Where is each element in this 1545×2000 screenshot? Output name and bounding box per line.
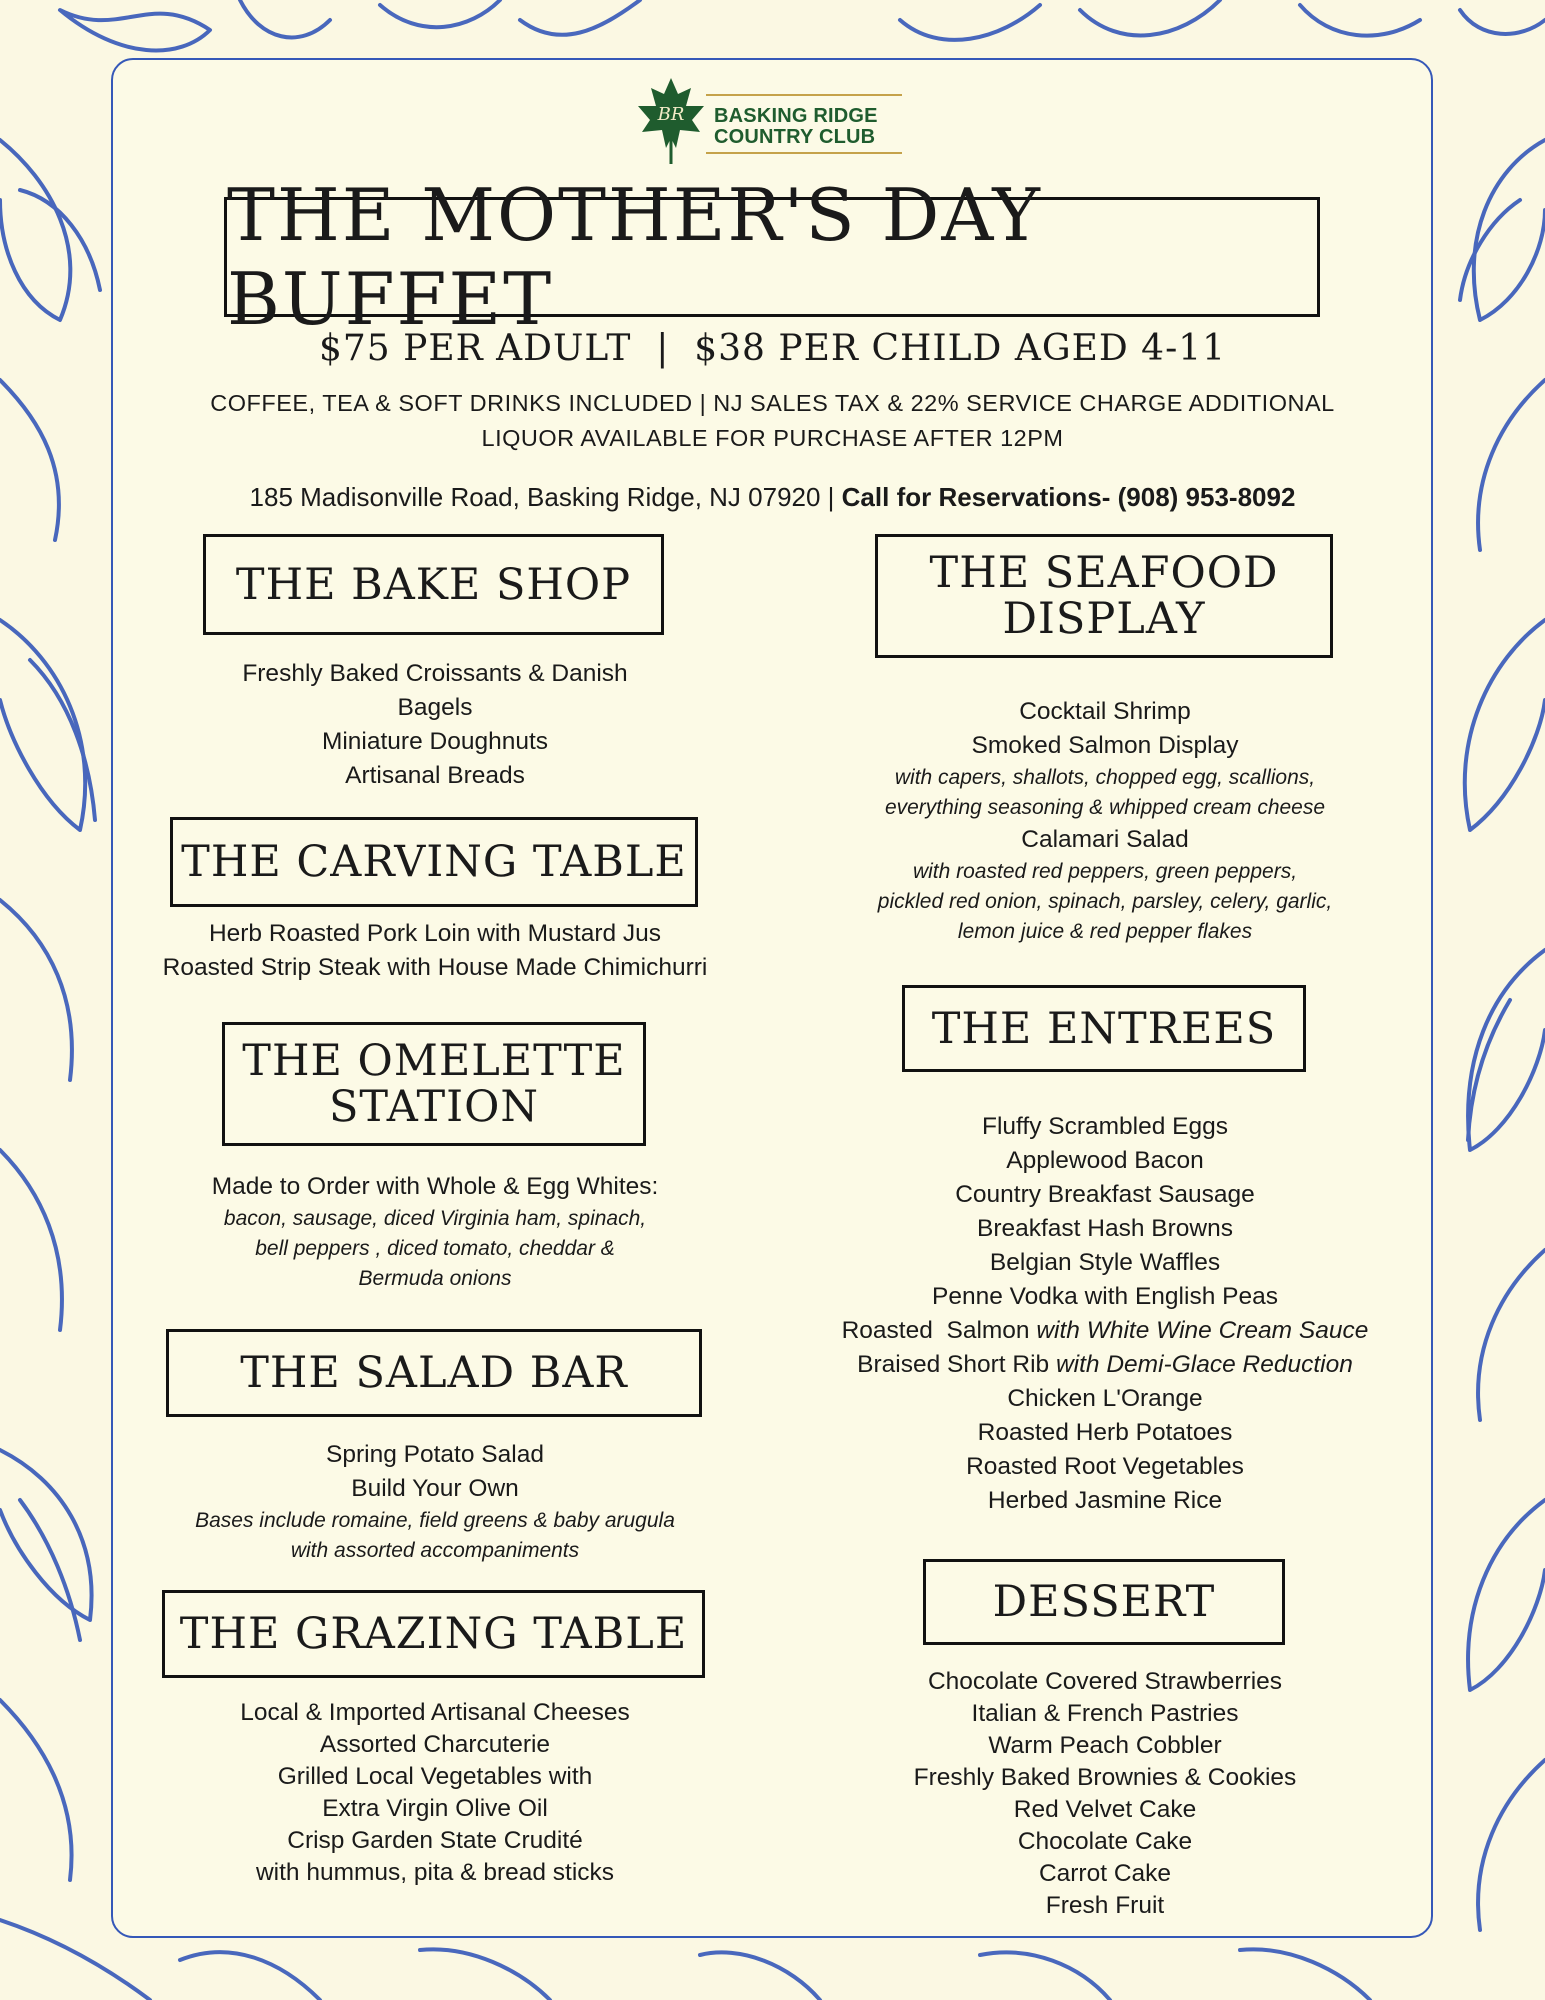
detail-line: bacon, sausage, diced Virginia ham, spinach, — [223, 1207, 647, 1230]
list-item: Cocktail Shrimp — [1019, 698, 1191, 725]
list-item: Fluffy Scrambled Eggs — [981, 1113, 1229, 1140]
page-title: THE MOTHER'S DAY BUFFET — [227, 173, 1042, 341]
list-item: Spring Potato Salad — [326, 1441, 544, 1468]
list-item: Grilled Local Vegetables with — [277, 1763, 593, 1790]
omelette-station-list — [110, 1170, 760, 1294]
list-item: Smoked Salmon Display — [971, 732, 1239, 759]
list-item: Chicken L'Orange — [1007, 1385, 1203, 1412]
detail-line: with assorted accompaniments — [290, 1539, 580, 1562]
section-heading-dessert: DESSERT — [923, 1559, 1285, 1645]
logo-rule-bottom — [706, 152, 902, 154]
list-item — [790, 1314, 1420, 1348]
list-item: Warm Peach Cobbler — [988, 1732, 1222, 1759]
section-heading-bake-shop: THE BAKE SHOP — [203, 534, 664, 635]
notes-line1: COFFEE, TEA & SOFT DRINKS INCLUDED | NJ SALES TAX & 22% SERVICE CHARGE ADDITIONAL — [210, 390, 1335, 416]
list-item: Calamari Salad — [1021, 826, 1189, 853]
page-title-box — [224, 173, 1320, 341]
heading-line: DISPLAY — [1002, 594, 1206, 644]
list-item: Penne Vodka with English Peas — [932, 1283, 1278, 1310]
section-heading-seafood-display — [875, 534, 1333, 658]
detail-line: Bermuda onions — [358, 1267, 512, 1290]
seafood-display-list — [790, 695, 1420, 947]
reservations-phone[interactable]: Call for Reservations- (908) 953-8092 — [841, 482, 1296, 512]
list-item: Freshly Baked Brownies & Cookies — [913, 1764, 1297, 1791]
section-heading-omelette-station — [222, 1022, 646, 1146]
list-item: with hummus, pita & bread sticks — [255, 1859, 615, 1886]
grazing-table-list — [110, 1697, 760, 1889]
entrees-list — [790, 1110, 1420, 1518]
dessert-list — [790, 1666, 1420, 1922]
heading-line: STATION — [328, 1082, 540, 1132]
list-item: Freshly Baked Croissants & Danish — [242, 660, 628, 687]
list-item: Made to Order with Whole & Egg Whites: — [211, 1173, 659, 1200]
section-heading-carving-table: THE CARVING TABLE — [170, 817, 698, 907]
list-item: Extra Virgin Olive Oil — [322, 1795, 548, 1822]
address: 185 Madisonville Road, Basking Ridge, NJ 07920 | — [249, 482, 842, 512]
list-item: Fresh Fruit — [1045, 1892, 1165, 1919]
address-line — [150, 482, 1395, 513]
item-name: Braised Short Rib — [857, 1351, 1056, 1378]
list-item: Chocolate Cake — [1017, 1828, 1193, 1855]
section-heading-salad-bar: THE SALAD BAR — [166, 1329, 702, 1417]
detail-line: everything seasoning & whipped cream cheese — [884, 796, 1326, 819]
club-logo — [636, 80, 908, 158]
salad-bar-list — [110, 1438, 760, 1566]
logo-line1: BASKING RIDGE — [714, 105, 878, 127]
item-detail: with Demi-Glace Reduction — [1055, 1351, 1353, 1378]
section-heading-entrees: THE ENTREES — [902, 985, 1306, 1072]
heading-line: THE SEAFOOD — [929, 548, 1279, 598]
list-item: Bagels — [397, 694, 473, 721]
logo-rule-top — [706, 94, 902, 96]
heading-line: THE OMELETTE — [242, 1036, 626, 1086]
item-name: Roasted Salmon — [841, 1317, 1037, 1344]
bake-shop-list — [110, 657, 760, 793]
section-heading-grazing-table: THE GRAZING TABLE — [162, 1590, 705, 1678]
list-item: Breakfast Hash Browns — [977, 1215, 1233, 1242]
list-item: Miniature Doughnuts — [321, 728, 549, 755]
list-item: Crisp Garden State Crudité — [287, 1827, 583, 1854]
list-item: Roasted Herb Potatoes — [977, 1419, 1233, 1446]
list-item: Roasted Root Vegetables — [966, 1453, 1244, 1480]
detail-line: with capers, shallots, chopped egg, scallions, — [894, 766, 1316, 789]
detail-line: pickled red onion, spinach, parsley, celery, garlic, — [877, 890, 1333, 913]
list-item: Belgian Style Waffles — [989, 1249, 1221, 1276]
list-item: Applewood Bacon — [1006, 1147, 1204, 1174]
list-item: Carrot Cake — [1038, 1860, 1172, 1887]
list-item: Country Breakfast Sausage — [955, 1181, 1255, 1208]
list-item: Chocolate Covered Strawberries — [927, 1668, 1283, 1695]
item-detail: with White Wine Cream Sauce — [1036, 1317, 1369, 1344]
list-item — [790, 1348, 1420, 1382]
detail-line: bell peppers , diced tomato, cheddar & — [255, 1237, 615, 1260]
list-item: Artisanal Breads — [345, 762, 525, 789]
notes-line2: LIQUOR AVAILABLE FOR PURCHASE AFTER 12PM — [481, 425, 1064, 451]
list-item: Assorted Charcuterie — [319, 1731, 551, 1758]
list-item: Italian & French Pastries — [971, 1700, 1239, 1727]
list-item: Herb Roasted Pork Loin with Mustard Jus — [208, 920, 662, 947]
list-item: Herbed Jasmine Rice — [987, 1487, 1223, 1514]
list-item: Red Velvet Cake — [1013, 1796, 1197, 1823]
carving-table-list — [110, 917, 760, 985]
maple-leaf-icon — [636, 76, 706, 166]
list-item: Roasted Strip Steak with House Made Chimichurri — [162, 954, 708, 981]
detail-line: lemon juice & red pepper flakes — [957, 920, 1253, 943]
logo-line2: COUNTRY CLUB — [714, 126, 876, 148]
detail-line: with roasted red peppers, green peppers, — [912, 860, 1298, 883]
detail-line: Bases include romaine, field greens & baby arugula — [195, 1509, 675, 1532]
logo-monogram: BR — [657, 104, 685, 125]
list-item: Local & Imported Artisanal Cheeses — [240, 1699, 630, 1726]
list-item: Build Your Own — [351, 1475, 519, 1502]
pricing: $75 PER ADULT | $38 PER CHILD AGED 4-11 — [318, 328, 1227, 369]
